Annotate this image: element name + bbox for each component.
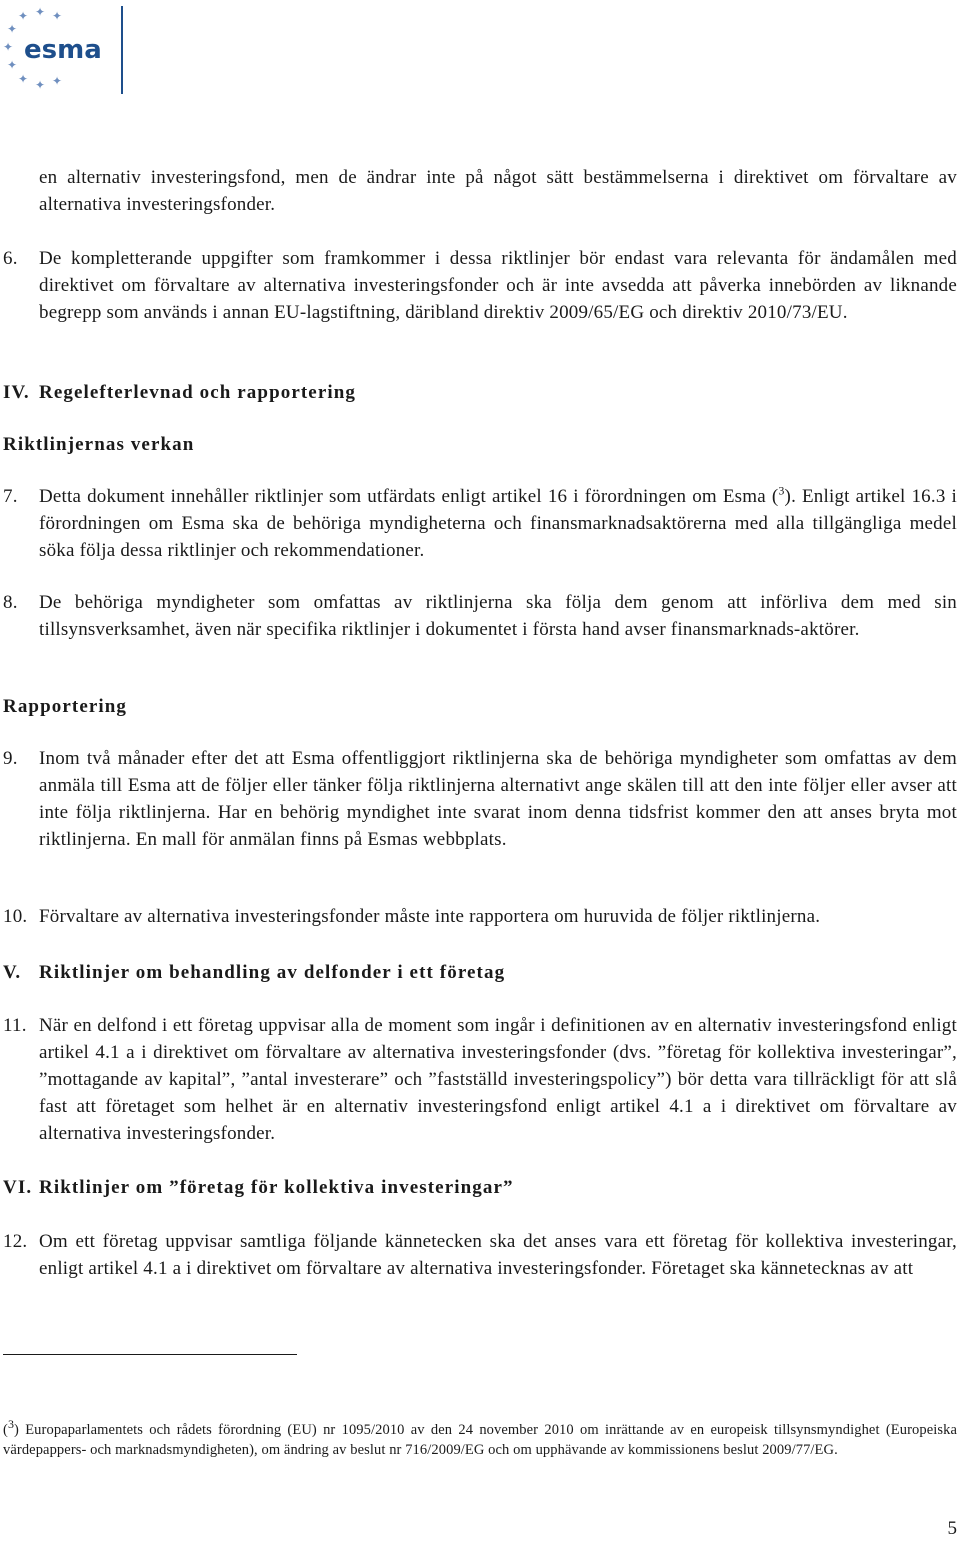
esma-logo-graphic <box>0 0 130 100</box>
footnote-separator <box>3 1354 297 1355</box>
svg-text:✦: ✦ <box>34 78 46 92</box>
section-number: VI. <box>3 1177 33 1198</box>
section-title: Regelefterlevnad och rapportering <box>39 382 357 403</box>
paragraph-text: Inom två månader efter det att Esma offentliggjort riktlinjerna ska de behöriga myndigheter som omfattas av dem anmäla till Esma att de följer eller tänker följa riktlinjerna alternativt ange skälen till att den inte följer eller avser att inte följa riktlinjerna. Har en behörig myndighet inte svarat inom denna tidsfrist kommer den att anses bryta mot riktlinjerna. En mall för anmälan finns på Esmas webbplats. <box>39 748 957 850</box>
continued-paragraph: en alternativ investeringsfond, men de ändrar inte på något sätt bestämmelserna i direktivet om förvaltare av alternativa investeringsfonder. <box>39 167 957 215</box>
footnote <box>3 1417 957 1460</box>
paragraph-text: De behöriga myndigheter som omfattas av riktlinjerna ska följa dem genom att införliva dem med sin tillsynsverksamhet, även när specifika riktlinjer i dokumentet i första hand avser finansmarknads-aktörer. <box>39 592 957 640</box>
svg-text:✦: ✦ <box>51 74 63 88</box>
logo-divider <box>121 6 123 94</box>
svg-text:✦: ✦ <box>2 40 14 54</box>
footnote-label-close: ) <box>14 1422 19 1438</box>
paragraph-text: Förvaltare av alternativa investeringsfonder måste inte rapportera om huruvida de följer riktlinjerna. <box>39 906 821 927</box>
svg-text:✦: ✦ <box>51 9 63 23</box>
esma-logo <box>0 0 130 100</box>
subheading-rapportering: Rapportering <box>3 696 128 717</box>
paragraph-number: 12. <box>3 1231 28 1252</box>
section-number: V. <box>3 962 22 983</box>
svg-text:✦: ✦ <box>17 9 29 23</box>
footnote-label <box>3 1417 19 1438</box>
section-number: IV. <box>3 382 30 403</box>
paragraph-number: 6. <box>3 248 18 269</box>
paragraph-number: 9. <box>3 748 18 769</box>
paragraph-text <box>39 483 957 564</box>
page-number: 5 <box>947 1518 957 1539</box>
svg-text:✦: ✦ <box>17 72 29 86</box>
paragraph-number: 10. <box>3 906 28 927</box>
svg-text:✦: ✦ <box>6 22 18 36</box>
footnote-label-open: ( <box>3 1422 8 1438</box>
footnote-text: Europaparlamentets och rådets förordning (EU) nr 1095/2010 av den 24 november 2010 om inrättande av en europeisk tillsynsmyndighet (Europeiska värdepappers- och marknadsmyndigheten), om ändring av beslut nr 716/2009/EG och om upphävande av kommissionens beslut 2009/77/EG. <box>3 1422 957 1458</box>
paragraph-text: När en delfond i ett företag uppvisar alla de moment som ingår i definitionen av en alternativ investeringsfond enligt artikel 4.1 a i direktivet om förvaltare av alternativa investeringsfonder (dvs. ”företag för kollektiva investeringar”, ”mottagande av kapital”, ”antal investerare” och ”fastställd investeringspolicy”) bör detta vara tillräckligt för att slå fast att företaget som helhet är en alternativ investeringsfond enligt artikel 4.1 a i direktivet om förvaltare av alternativa investeringsfonder. <box>39 1015 957 1144</box>
section-heading-v <box>3 959 505 986</box>
section-heading-iv <box>3 379 356 406</box>
section-heading-vi <box>3 1174 514 1201</box>
paragraph-text-part: Detta dokument innehåller riktlinjer som utfärdats enligt artikel 16 i förordningen om Esma ( <box>39 486 779 507</box>
paragraph-number: 11. <box>3 1015 27 1036</box>
paragraph-number: 8. <box>3 592 18 613</box>
brand-wordmark: esma <box>24 35 102 65</box>
footnote-reference[interactable]: 3 <box>778 483 785 498</box>
paragraph-text: Om ett företag uppvisar samtliga följande kännetecken ska det anses vara ett företag för kollektiva investeringar, enligt artikel 4.1 a i direktivet om förvaltare av alternativa investeringsfonder. Företaget ska kännetecknas av att <box>39 1231 957 1279</box>
section-title: Riktlinjer om behandling av delfonder i ett företag <box>39 962 506 983</box>
paragraph-number: 7. <box>3 486 18 507</box>
footnote-label-number: 3 <box>7 1417 15 1432</box>
svg-text:✦: ✦ <box>6 58 18 72</box>
paragraph-text: De kompletterande uppgifter som framkommer i dessa riktlinjer bör endast vara relevanta för ändamålen med direktivet om förvaltare av alternativa investeringsfonder och är inte avsedda att påverka innebörden av liknande begrepp som används i annan EU-lagstiftning, däribland direktiv 2009/65/EG och direktiv 2010/73/EU. <box>39 248 957 323</box>
section-title: Riktlinjer om ”företag för kollektiva investeringar” <box>39 1177 514 1198</box>
subheading-riktlinjernas-verkan: Riktlinjernas verkan <box>3 434 195 455</box>
svg-text:✦: ✦ <box>34 5 46 19</box>
paragraph-text-part: ). Enligt artikel 16.3 i förordningen om Esma ska de behöriga myndigheterna och finansmarknadsaktörerna med alla tillgängliga medel söka följa dessa riktlinjer och rekommendationer. <box>39 486 957 561</box>
